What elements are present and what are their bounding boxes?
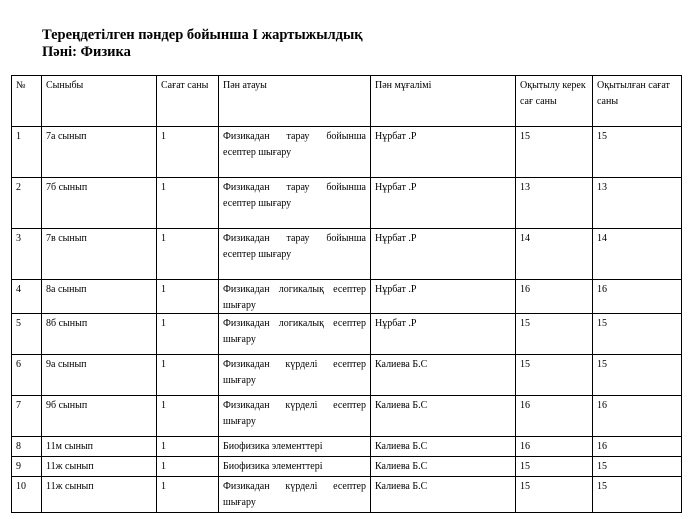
cell-planned-hours: 13 (516, 178, 593, 229)
schedule-table (11, 75, 682, 513)
cell-taught-hours: 15 (593, 314, 682, 355)
header-cell-number: № (12, 76, 42, 127)
title-line-1: Тереңдетілген пәндер бойынша І жартыжылдық (42, 27, 363, 43)
cell-hours: 1 (157, 457, 219, 477)
document-title (42, 27, 363, 61)
cell-teacher: Нұрбат .Р (371, 280, 516, 314)
header-cell-planned-hours: Оқытылу керек сағ саны (516, 76, 593, 127)
cell-taught-hours: 15 (593, 477, 682, 513)
cell-subject: Физикадан тарау бойынша есептер шығару (219, 178, 371, 229)
cell-class: 8б сынып (42, 314, 157, 355)
cell-teacher: Калиева Б.С (371, 396, 516, 437)
cell-planned-hours: 15 (516, 457, 593, 477)
table-row (12, 314, 682, 355)
cell-teacher: Нұрбат .Р (371, 127, 516, 178)
cell-number: 10 (12, 477, 42, 513)
table-row (12, 229, 682, 280)
cell-hours: 1 (157, 280, 219, 314)
cell-teacher: Нұрбат .Р (371, 229, 516, 280)
table-row (12, 457, 682, 477)
cell-class: 8а сынып (42, 280, 157, 314)
cell-hours: 1 (157, 229, 219, 280)
cell-hours: 1 (157, 314, 219, 355)
cell-planned-hours: 15 (516, 355, 593, 396)
cell-class: 11ж сынып (42, 457, 157, 477)
cell-teacher: Калиева Б.С (371, 477, 516, 513)
header-cell-hours: Сағат саны (157, 76, 219, 127)
cell-taught-hours: 14 (593, 229, 682, 280)
cell-class: 9а сынып (42, 355, 157, 396)
table-row (12, 355, 682, 396)
table-row (12, 437, 682, 457)
cell-number: 7 (12, 396, 42, 437)
header-cell-class: Сыныбы (42, 76, 157, 127)
cell-hours: 1 (157, 477, 219, 513)
cell-number: 4 (12, 280, 42, 314)
cell-teacher: Калиева Б.С (371, 457, 516, 477)
cell-planned-hours: 16 (516, 396, 593, 437)
cell-class: 7б сынып (42, 178, 157, 229)
cell-number: 5 (12, 314, 42, 355)
cell-subject: Физикадан күрделі есептер шығару (219, 477, 371, 513)
header-cell-teacher: Пән мұғалімі (371, 76, 516, 127)
cell-number: 6 (12, 355, 42, 396)
cell-subject: Биофизика элементтері (219, 437, 371, 457)
cell-taught-hours: 15 (593, 457, 682, 477)
table-row (12, 280, 682, 314)
cell-number: 9 (12, 457, 42, 477)
cell-number: 2 (12, 178, 42, 229)
cell-taught-hours: 13 (593, 178, 682, 229)
cell-class: 11ж сынып (42, 477, 157, 513)
cell-teacher: Нұрбат .Р (371, 314, 516, 355)
header-cell-taught-hours: Оқытылған сағат саны (593, 76, 682, 127)
table-row (12, 477, 682, 513)
cell-planned-hours: 15 (516, 477, 593, 513)
table-row (12, 178, 682, 229)
cell-subject: Биофизика элементтері (219, 457, 371, 477)
cell-planned-hours: 15 (516, 314, 593, 355)
cell-number: 1 (12, 127, 42, 178)
cell-hours: 1 (157, 437, 219, 457)
cell-taught-hours: 16 (593, 396, 682, 437)
header-cell-subject: Пән атауы (219, 76, 371, 127)
cell-taught-hours: 15 (593, 127, 682, 178)
cell-taught-hours: 16 (593, 437, 682, 457)
cell-subject: Физикадан күрделі есептер шығару (219, 396, 371, 437)
cell-subject: Физикадан тарау бойынша есептер шығару (219, 229, 371, 280)
cell-hours: 1 (157, 396, 219, 437)
cell-subject: Физикадан логикалық есептер шығару (219, 314, 371, 355)
cell-class: 7а сынып (42, 127, 157, 178)
cell-teacher: Нұрбат .Р (371, 178, 516, 229)
cell-teacher: Калиева Б.С (371, 437, 516, 457)
cell-number: 3 (12, 229, 42, 280)
cell-planned-hours: 16 (516, 280, 593, 314)
cell-hours: 1 (157, 127, 219, 178)
cell-hours: 1 (157, 355, 219, 396)
cell-subject: Физикадан логикалық есептер шығару (219, 280, 371, 314)
table-row (12, 396, 682, 437)
cell-class: 9б сынып (42, 396, 157, 437)
cell-taught-hours: 15 (593, 355, 682, 396)
cell-planned-hours: 15 (516, 127, 593, 178)
cell-hours: 1 (157, 178, 219, 229)
cell-taught-hours: 16 (593, 280, 682, 314)
cell-subject: Физикадан тарау бойынша есептер шығару (219, 127, 371, 178)
cell-teacher: Калиева Б.С (371, 355, 516, 396)
table-row (12, 127, 682, 178)
cell-planned-hours: 14 (516, 229, 593, 280)
header-row (12, 76, 682, 127)
title-line-2: Пәні: Физика (42, 44, 131, 60)
cell-planned-hours: 16 (516, 437, 593, 457)
cell-number: 8 (12, 437, 42, 457)
cell-class: 7в сынып (42, 229, 157, 280)
cell-class: 11м сынып (42, 437, 157, 457)
cell-subject: Физикадан күрделі есептер шығару (219, 355, 371, 396)
